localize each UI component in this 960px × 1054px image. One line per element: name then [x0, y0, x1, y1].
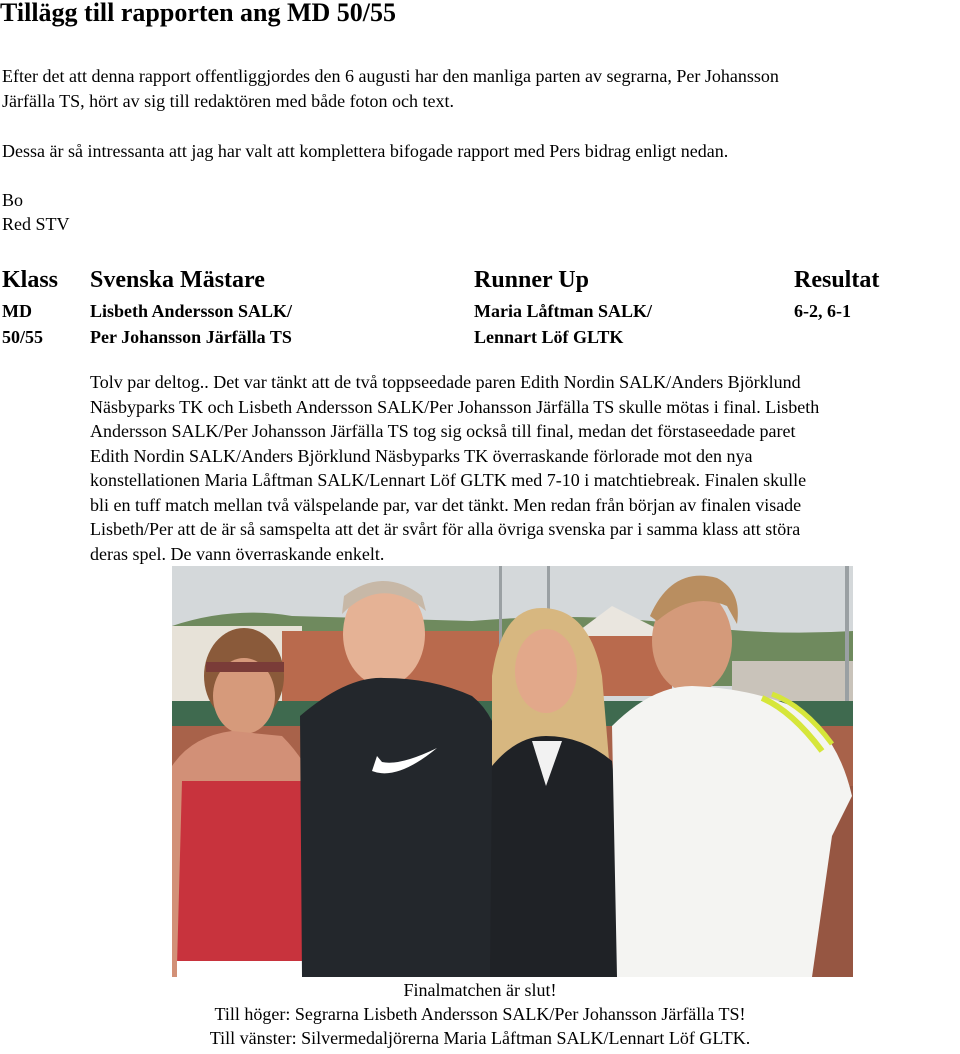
signature-name: Bo — [2, 190, 24, 210]
header-runner-up: Runner Up — [474, 267, 589, 293]
report-line: Edith Nordin SALK/Anders Björklund Näsbyparks TK överraskande förlorade mot den nya — [90, 445, 753, 466]
table-row — [0, 324, 960, 350]
photo-four-players-icon — [172, 566, 853, 977]
caption-line-1: Finalmatchen är slut! — [403, 980, 557, 1000]
table-row — [0, 298, 960, 324]
intro-line-2: Järfälla TS, hört av sig till redaktören med både foton och text. — [2, 91, 455, 111]
table-cell: Lisbeth Andersson SALK/ — [90, 301, 293, 321]
report-line: bli en tuff match mellan två välspelande par, var det tänkt. Men redan från början av finalen visade — [90, 494, 802, 515]
results-table-header — [0, 262, 960, 298]
signature-role: Red STV — [2, 214, 70, 234]
report-line: Lisbeth/Per att de är så samspelta att det är svårt för alla övriga svenska par i samma klass att störa — [90, 519, 801, 539]
report-line: deras spel. De vann överraskande enkelt. — [90, 543, 385, 564]
header-klass: Klass — [2, 267, 59, 293]
table-cell: 50/55 — [2, 327, 44, 347]
page-title: Tillägg till rapporten ang MD 50/55 — [0, 0, 397, 27]
caption-line-3: Till vänster: Silvermedaljörerna Maria Låftman SALK/Lennart Löf GLTK. — [209, 1028, 751, 1048]
caption-line-2: Till höger: Segrarna Lisbeth Andersson SALK/Per Johansson Järfälla TS! — [214, 1004, 746, 1024]
team-photo — [172, 566, 853, 977]
intro-line-3: Dessa är så intressanta att jag har valt att komplettera bifogade rapport med Pers bidrag enligt nedan. — [2, 141, 729, 161]
report-text — [90, 370, 960, 566]
table-cell: Lennart Löf GLTK — [474, 327, 624, 347]
report-line: Näsbyparks TK och Lisbeth Andersson SALK/Per Johansson Järfälla TS skulle mötas i final. Lisbeth — [90, 396, 820, 417]
table-cell: MD — [2, 301, 32, 321]
results-table — [0, 262, 960, 350]
report-line: Tolv par deltog.. Det var tänkt att de två toppseedade paren Edith Nordin SALK/Anders Björklund — [90, 372, 801, 392]
report-line: Andersson SALK/Per Johansson Järfälla TS tog sig också till final, medan det förstaseedade paret — [90, 421, 796, 441]
header-resultat: Resultat — [794, 267, 880, 293]
report-line: konstellationen Maria Låftman SALK/Lennart Löf GLTK med 7-10 i matchtiebreak. Finalen skulle — [90, 470, 807, 490]
table-cell: Per Johansson Järfälla TS — [90, 327, 292, 347]
header-svenska-mastare: Svenska Mästare — [90, 267, 265, 293]
intro-line-1: Efter det att denna rapport offentliggjordes den 6 augusti har den manliga parten av segrarna, Per Johansson — [2, 66, 779, 86]
table-cell: Maria Låftman SALK/ — [474, 301, 652, 321]
table-cell: 6-2, 6-1 — [794, 301, 851, 321]
